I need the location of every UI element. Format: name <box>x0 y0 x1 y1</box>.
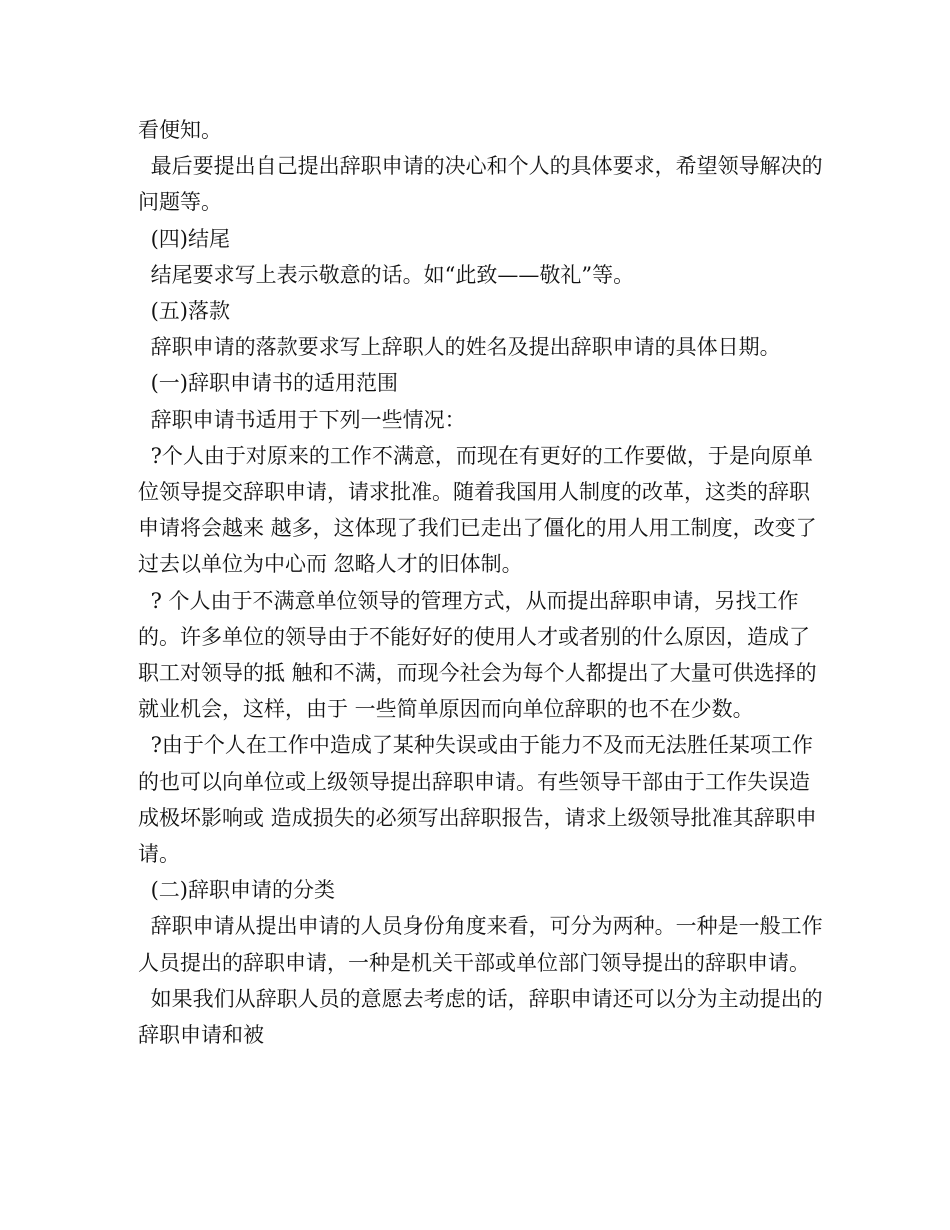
section-heading: (一)辞职申请书的适用范围 <box>150 371 398 396</box>
document-body <box>138 112 828 1053</box>
section-heading: (四)结尾 <box>150 226 230 251</box>
list-item: ?由于个人在工作中造成了某种失误或由于能力不及而无法胜任某项工作的也可以向单位或上级领导提出辞职申请。有些领导干部由于工作失误造成极坏影响或 造成损失的必须写出辞职报告，请求上级领导批准其辞职申请。 <box>138 733 817 867</box>
paragraph: 最后要提出自己提出辞职申请的决心和个人的具体要求，希望领导解决的问题等。 <box>138 154 823 215</box>
list-item: ? 个人由于不满意单位领导的管理方式，从而提出辞职申请，另找工作的。许多单位的领导由于不能好好的使用人才或者别的什么原因，造成了职工对领导的抵 触和不满，而现今社会为每个人都提出了大量可供选择的就业机会，这样，由于 一些简单原因而向单位辞职的也不在少数。 <box>138 588 817 722</box>
paragraph: 看便知。 <box>138 118 222 142</box>
paragraph: 辞职申请的落款要求写上辞职人的姓名及提出辞职申请的具体日期。 <box>150 335 781 360</box>
section-heading: (五)落款 <box>150 299 230 324</box>
paragraph: 辞职申请书适用于下列一些情况： <box>150 407 466 432</box>
list-item: ?个人由于对原来的工作不满意，而现在有更好的工作要做，于是向原单位领导提交辞职申请，请求批准。随着我国用人制度的改革，这类的辞职申请将会越来 越多，这体现了我们已走出了僵化的用人用工制度，改变了过去以单位为中心而 忽略人才的旧体制。 <box>138 443 817 577</box>
paragraph: 辞职申请从提出申请的人员身份角度来看，可分为两种。一种是一般工作人员提出的辞职申请，一种是机关干部或单位部门领导提出的辞职申请。 <box>138 914 823 975</box>
section-heading: (二)辞职申请的分类 <box>150 878 335 903</box>
paragraph: 结尾要求写上表示敬意的话。如“此致——敬礼”等。 <box>150 262 635 287</box>
paragraph: 如果我们从辞职人员的意愿去考虑的话，辞职申请还可以分为主动提出的辞职申请和被 <box>138 986 823 1048</box>
